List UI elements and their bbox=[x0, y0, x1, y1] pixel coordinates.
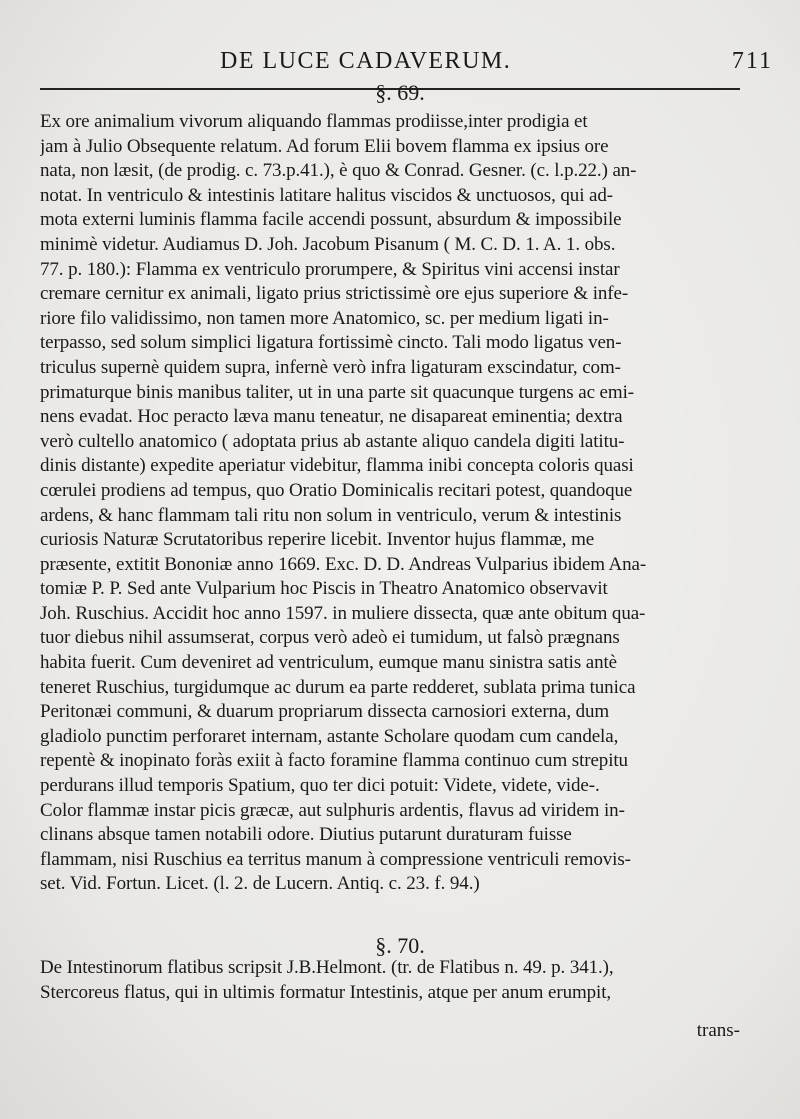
text-line: præsente, extitit Bononiæ anno 1669. Exc. D. D. Andreas Vulparius ibidem Ana- bbox=[40, 553, 647, 575]
text-line: Peritonæi communi, & duarum propriarum dissecta carnosiori externa, dum bbox=[40, 701, 610, 723]
text-line: gladiolo punctim perforaret internam, astante Scholare quodam cum candela, bbox=[40, 725, 619, 747]
section-70-body bbox=[40, 956, 740, 1005]
text-line: curiosis Naturæ Scrutatoribus reperire licebit. Inventor hujus flammæ, me bbox=[40, 529, 595, 551]
text-line: triculus supernè quidem supra, infernè verò infra ligaturam exscindatur, com- bbox=[40, 356, 621, 378]
text-line: flammam, nisi Ruschius ea territus manum à compressione ventriculi removis- bbox=[40, 848, 631, 870]
text-line: notat. In ventriculo & intestinis latitare halitus viscidos & unctuosos, qui ad- bbox=[40, 184, 613, 206]
text-line: cremare cernitur ex animali, ligato prius strictissimè ore ejus superiore & infe- bbox=[40, 283, 629, 305]
text-line: De Intestinorum flatibus scripsit J.B.Helmont. (tr. de Flatibus n. 49. p. 341.), bbox=[40, 957, 614, 978]
text-line: verò cultello anatomico ( adoptata prius ab astante aliquo candela digiti latitu- bbox=[40, 430, 625, 452]
section-title-70: §. 70. bbox=[375, 933, 425, 958]
text-line: dinis distante) expedite aperiatur videbitur, flamma inibi concepta coloris quasi bbox=[40, 455, 634, 477]
text-line: mota externi luminis flamma facile accendi possunt, absurdum & impossibile bbox=[40, 209, 622, 231]
text-line: Color flammæ instar picis græcæ, aut sulphuris ardentis, flavus ad viridem in- bbox=[40, 799, 625, 821]
text-line: Joh. Ruschius. Accidit hoc anno 1597. in muliere dissecta, quæ ante obitum qua- bbox=[40, 602, 646, 624]
page-number: 711 bbox=[731, 48, 773, 74]
running-title: DE LUCE CADAVERUM. bbox=[220, 48, 512, 74]
text-line: repentè & inopinato foràs exiit à facto foramine flamma continuo cum strepitu bbox=[40, 750, 628, 772]
text-line: primaturque binis manibus taliter, ut in una parte sit quacunque turgens ac emi- bbox=[40, 381, 634, 403]
text-line: riore filo validissimo, non tamen more Anatomico, sc. per medium ligati in- bbox=[40, 307, 609, 329]
catchword: trans- bbox=[696, 1020, 740, 1041]
text-line: nens evadat. Hoc peracto læva manu teneatur, ne disapareat eminentia; dextra bbox=[40, 406, 623, 428]
section-69-body bbox=[40, 110, 740, 897]
text-line: nata, non læsit, (de prodig. c. 73.p.41.), è quo & Conrad. Gesner. (c. l.p.22.) an- bbox=[40, 160, 637, 182]
text-line: set. Vid. Fortun. Licet. (l. 2. de Lucern. Antiq. c. 23. f. 94.) bbox=[40, 873, 480, 895]
text-line: Stercoreus flatus, qui in ultimis formatur Intestinis, atque per anum erumpit, bbox=[40, 981, 612, 1003]
text-line: tomiæ P. P. Sed ante Vulparium hoc Piscis in Theatro Anatomico observavit bbox=[40, 578, 608, 600]
text-line: ardens, & hanc flammam tali ritu non solum in ventriculo, verum & intestinis bbox=[40, 504, 622, 526]
text-line: habita fuerit. Cum deveniret ad ventriculum, eumque manu sinistra satis antè bbox=[40, 652, 618, 674]
text-line: perdurans illud temporis Spatium, quo ter dici potuit: Videte, videte, vide-. bbox=[40, 775, 600, 797]
text-line: clinans absque tamen notabili odore. Diutius putarunt duraturam fuisse bbox=[40, 824, 572, 846]
text-line: Ex ore animalium vivorum aliquando flammas prodiisse,inter prodigia et bbox=[40, 111, 588, 132]
text-line: terpasso, sed solum simplici ligatura fortissimè cincto. Tali modo ligatus ven- bbox=[40, 332, 622, 354]
text-line: minimè videtur. Audiamus D. Joh. Jacobum Pisanum ( M. C. D. 1. A. 1. obs. bbox=[40, 233, 616, 255]
section-title-69: §. 69. bbox=[375, 80, 425, 105]
text-line: cœrulei prodiens ad tempus, quo Oratio Dominicalis recitari potest, quandoque bbox=[40, 479, 633, 501]
text-line: tuor diebus nihil assumserat, corpus verò adeò ei tumidum, ut falsò prægnans bbox=[40, 627, 620, 649]
text-line: 77. p. 180.): Flamma ex ventriculo prorumpere, & Spiritus vini accensi instar bbox=[40, 258, 620, 280]
text-line: teneret Ruschius, turgidumque ac durum ea parte redderet, sublata prima tunica bbox=[40, 676, 636, 698]
text-line: jam à Julio Obsequente relatum. Ad forum Elii bovem flamma ex ipsius ore bbox=[40, 135, 609, 157]
